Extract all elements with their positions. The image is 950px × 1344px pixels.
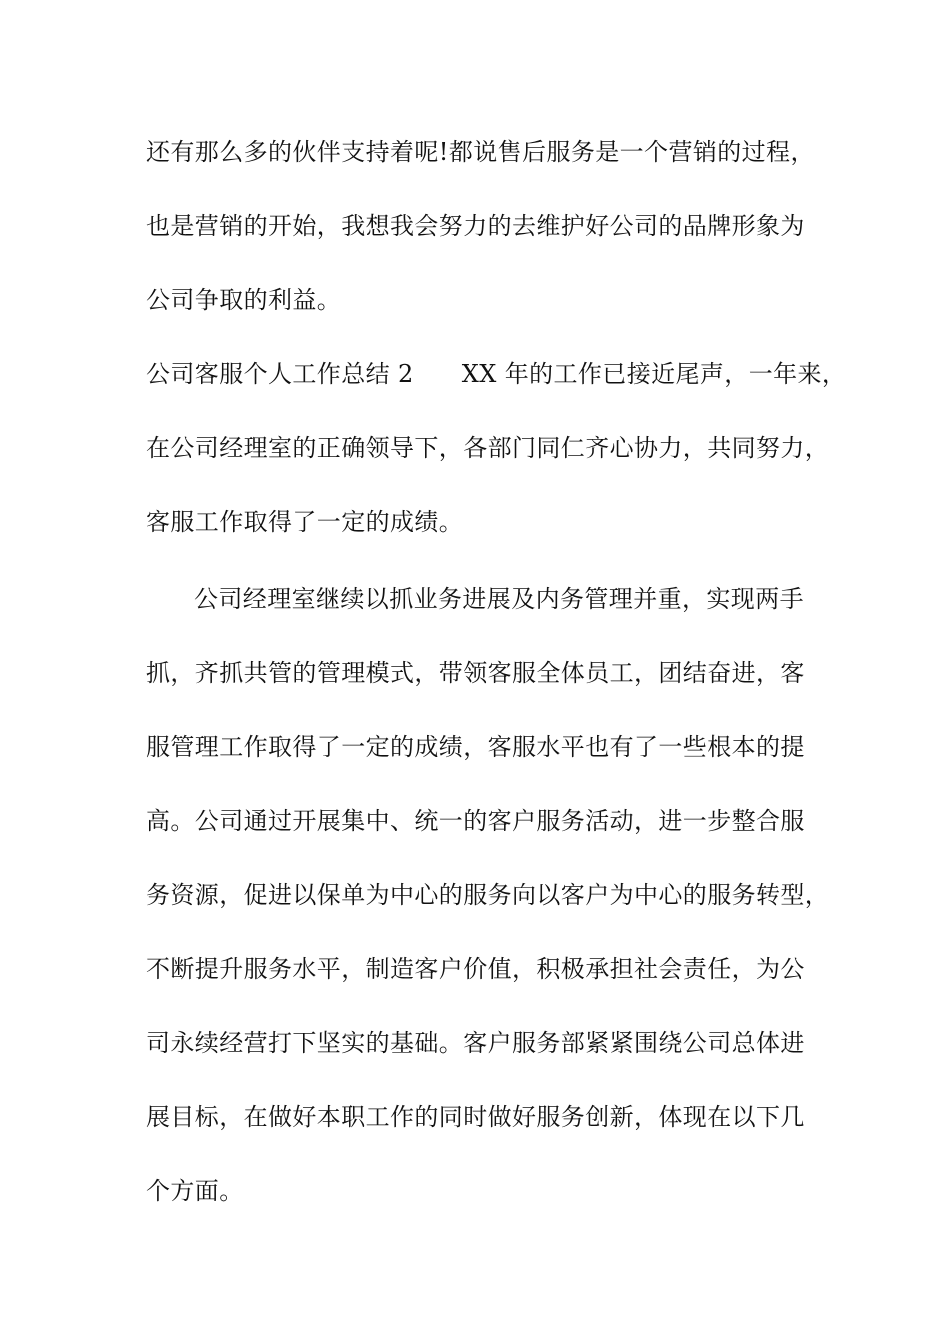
- text-line: 高。公司通过开展集中、统一的客户服务活动，进一步整合服: [146, 807, 805, 835]
- text-line: 个方面。: [146, 1177, 244, 1205]
- text-line: 服管理工作取得了一定的成绩，客服水平也有了一些根本的提: [146, 733, 805, 761]
- section-heading-text: XX 年的工作已接近尾声，一年来，: [461, 360, 847, 388]
- text-line: 在公司经理室的正确领导下，各部门同仁齐心协力，共同努力，: [146, 434, 830, 462]
- text-line: 客服工作取得了一定的成绩。: [146, 508, 464, 536]
- text-line: 展目标，在做好本职工作的同时做好服务创新，体现在以下几: [146, 1103, 805, 1131]
- text-line: 抓，齐抓共管的管理模式，带领客服全体员工，团结奋进，客: [146, 659, 805, 687]
- text-line: 还有那么多的伙伴支持着呢!都说售后服务是一个营销的过程，: [146, 138, 815, 166]
- paragraph-first-line: 公司经理室继续以抓业务进展及内务管理并重，实现两手: [194, 585, 804, 613]
- text-line: 也是营销的开始，我想我会努力的去维护好公司的品牌形象为: [146, 212, 805, 240]
- text-line: 不断提升服务水平，制造客户价值，积极承担社会责任，为公: [146, 955, 805, 983]
- text-line: 务资源，促进以保单为中心的服务向以客户为中心的服务转型，: [146, 881, 830, 909]
- text-line: 司永续经营打下坚实的基础。客户服务部紧紧围绕公司总体进: [146, 1029, 805, 1057]
- section-heading-line: [146, 359, 846, 389]
- section-heading-title: 公司客服个人工作总结 2: [146, 360, 414, 388]
- text-line: 公司争取的利益。: [146, 286, 342, 314]
